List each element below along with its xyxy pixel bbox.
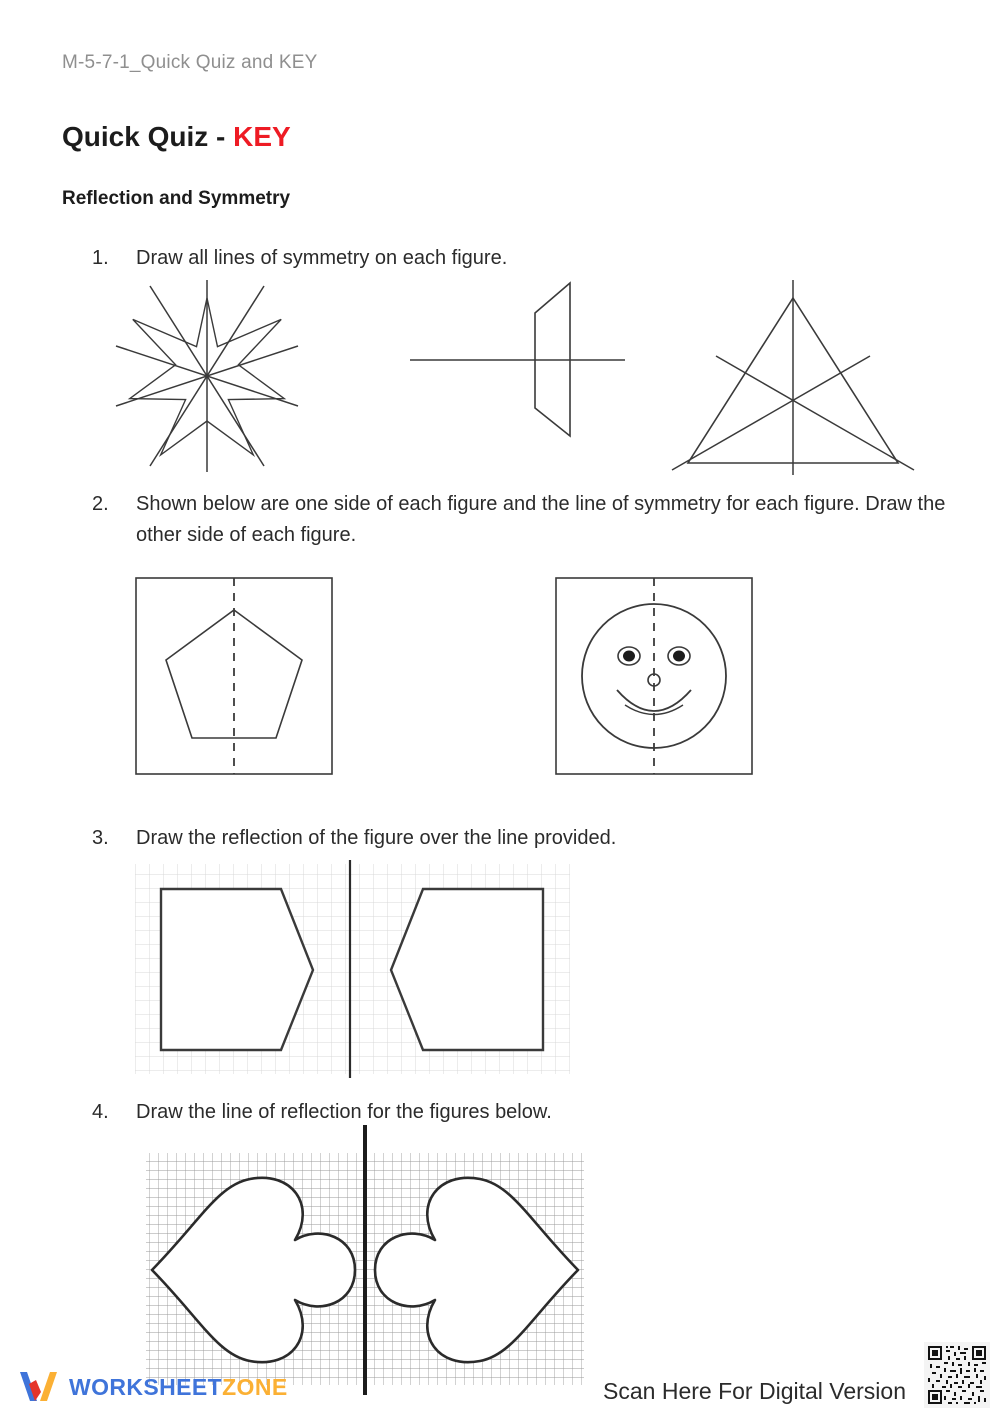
question-3-number: 3. bbox=[92, 827, 109, 849]
logo-text-worksheet: WORKSHEET bbox=[69, 1373, 223, 1400]
question-3-text: Draw the reflection of the figure over the line provided. bbox=[136, 827, 617, 849]
document-id-label: M-5-7-1_Quick Quiz and KEY bbox=[62, 52, 318, 73]
worksheetzone-logo[interactable] bbox=[16, 1368, 288, 1406]
question-1-number: 1. bbox=[92, 247, 109, 269]
triangle-symmetry-line-3 bbox=[716, 356, 914, 470]
question-2-figure-svg bbox=[130, 572, 770, 782]
question-2-number: 2. bbox=[92, 493, 109, 515]
smiley-box-figure bbox=[556, 578, 752, 774]
question-1-text: Draw all lines of symmetry on each figure. bbox=[136, 247, 508, 269]
worksheet-subtitle: Reflection and Symmetry bbox=[62, 188, 291, 209]
question-3 bbox=[92, 823, 852, 854]
page-title-main: Quick Quiz - bbox=[62, 121, 234, 152]
page-title bbox=[62, 121, 291, 153]
qr-code-svg bbox=[924, 1342, 990, 1408]
question-1-figure-svg bbox=[80, 268, 920, 478]
scan-here-label: Scan Here For Digital Version bbox=[603, 1378, 906, 1404]
question-2-text: Shown below are one side of each figure and the line of symmetry for each figure. Draw the other side of each figure. bbox=[136, 493, 946, 546]
question-4 bbox=[92, 1097, 792, 1128]
original-hexagon-shape bbox=[161, 889, 313, 1050]
qr-code-icon[interactable] bbox=[924, 1342, 990, 1408]
question-4-figure bbox=[140, 1125, 590, 1395]
smiley-left-eye-pupil bbox=[623, 651, 635, 662]
question-3-figure-svg bbox=[135, 860, 570, 1078]
smiley-right-eye-pupil bbox=[673, 651, 685, 662]
star-figure bbox=[116, 280, 298, 472]
question-4-text: Draw the line of reflection for the figures below. bbox=[136, 1101, 552, 1123]
page-title-key: KEY bbox=[233, 121, 291, 152]
triangle-figure bbox=[672, 280, 914, 475]
question-4-number: 4. bbox=[92, 1101, 109, 1123]
question-4-figure-svg bbox=[140, 1125, 590, 1395]
logo-text-zone: ZONE bbox=[222, 1373, 288, 1400]
trapezoid-figure bbox=[410, 283, 625, 436]
question-2-figures bbox=[130, 572, 770, 782]
question-3-figure bbox=[135, 860, 570, 1078]
logo-text bbox=[69, 1374, 288, 1401]
worksheetzone-w-logo-icon bbox=[16, 1368, 60, 1406]
triangle-symmetry-line-2 bbox=[672, 356, 870, 470]
pentagon-box-figure bbox=[136, 578, 332, 774]
question-2 bbox=[92, 489, 992, 551]
reflected-hexagon-shape bbox=[391, 889, 543, 1050]
question-1-figures bbox=[80, 268, 920, 478]
